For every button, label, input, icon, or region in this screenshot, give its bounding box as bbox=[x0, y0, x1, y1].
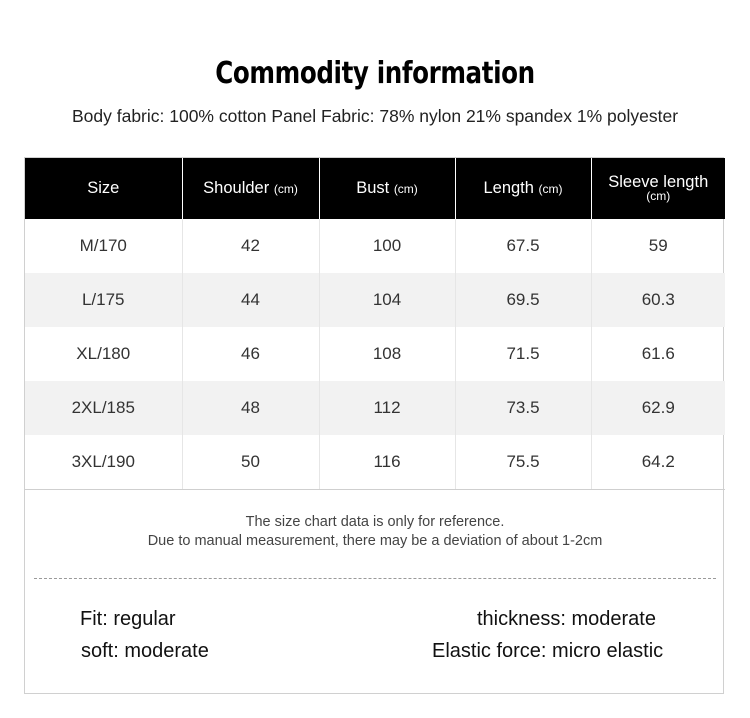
table-row bbox=[25, 435, 725, 490]
table-row bbox=[25, 381, 725, 435]
size-chart-panel bbox=[24, 157, 724, 694]
dotted-divider bbox=[34, 578, 716, 579]
column-header-shoulder bbox=[182, 158, 319, 219]
cell-length: 69.5 bbox=[455, 273, 591, 327]
table-row bbox=[25, 273, 725, 327]
attribute-thickness: thickness: moderate bbox=[477, 608, 656, 630]
column-unit: (cm) bbox=[273, 182, 298, 196]
cell-length: 71.5 bbox=[455, 327, 591, 381]
cell-shoulder: 42 bbox=[182, 219, 319, 273]
cell-sleeve-length: 59 bbox=[648, 236, 668, 255]
cell-sleeve-length: 60.3 bbox=[591, 273, 725, 327]
cell-size: 3XL/190 bbox=[25, 435, 182, 490]
cell-shoulder: 46 bbox=[182, 327, 319, 381]
cell-bust: 104 bbox=[319, 273, 455, 327]
column-label: Sleeve length bbox=[608, 172, 709, 191]
reference-note-line: Due to manual measurement, there may be a deviation of about 1-2cm bbox=[147, 533, 603, 549]
column-header-size bbox=[25, 158, 182, 219]
column-unit: (cm) bbox=[393, 182, 418, 196]
cell-sleeve-length: 61.6 bbox=[641, 344, 675, 363]
column-unit: (cm) bbox=[646, 188, 671, 203]
cell-length: 73.5 bbox=[455, 381, 591, 435]
cell-size: 2XL/185 bbox=[25, 381, 182, 435]
size-table bbox=[25, 158, 725, 490]
column-unit: (cm) bbox=[538, 182, 563, 196]
reference-note-line: The size chart data is only for reference. bbox=[245, 514, 505, 530]
attribute-elastic: Elastic force: micro elastic bbox=[432, 640, 664, 662]
cell-shoulder: 44 bbox=[182, 273, 319, 327]
cell-length: 67.5 bbox=[455, 219, 591, 273]
column-header-bust bbox=[319, 158, 455, 219]
cell-shoulder: 50 bbox=[182, 435, 319, 490]
table-header-row bbox=[25, 158, 725, 219]
cell-size: XL/180 bbox=[25, 327, 182, 381]
table-row bbox=[25, 219, 725, 273]
column-header-sleeve-length bbox=[591, 158, 725, 219]
column-label: Bust bbox=[356, 179, 390, 197]
cell-shoulder: 48 bbox=[182, 381, 319, 435]
cell-size: L/175 bbox=[25, 273, 182, 327]
cell-bust: 112 bbox=[319, 381, 455, 435]
attribute-fit: Fit: regular bbox=[80, 608, 176, 630]
column-label: Size bbox=[87, 179, 120, 197]
fabric-subtitle: Body fabric: 100% cotton Panel Fabric: 78% nylon 21% spandex 1% polyester bbox=[71, 106, 679, 126]
column-header-length bbox=[455, 158, 591, 219]
reference-note bbox=[25, 513, 725, 551]
attribute-soft: soft: moderate bbox=[81, 640, 209, 662]
cell-bust: 116 bbox=[319, 435, 455, 490]
cell-bust: 108 bbox=[319, 327, 455, 381]
cell-length: 75.5 bbox=[455, 435, 591, 490]
cell-bust: 100 bbox=[319, 219, 455, 273]
cell-sleeve-length: 64.2 bbox=[591, 435, 725, 490]
page-title: Commodity information bbox=[215, 56, 535, 91]
cell-size: M/170 bbox=[25, 219, 182, 273]
table-row bbox=[25, 327, 725, 381]
column-label: Length bbox=[483, 179, 534, 197]
column-label: Shoulder bbox=[203, 179, 270, 197]
cell-sleeve-length: 62.9 bbox=[591, 381, 725, 435]
